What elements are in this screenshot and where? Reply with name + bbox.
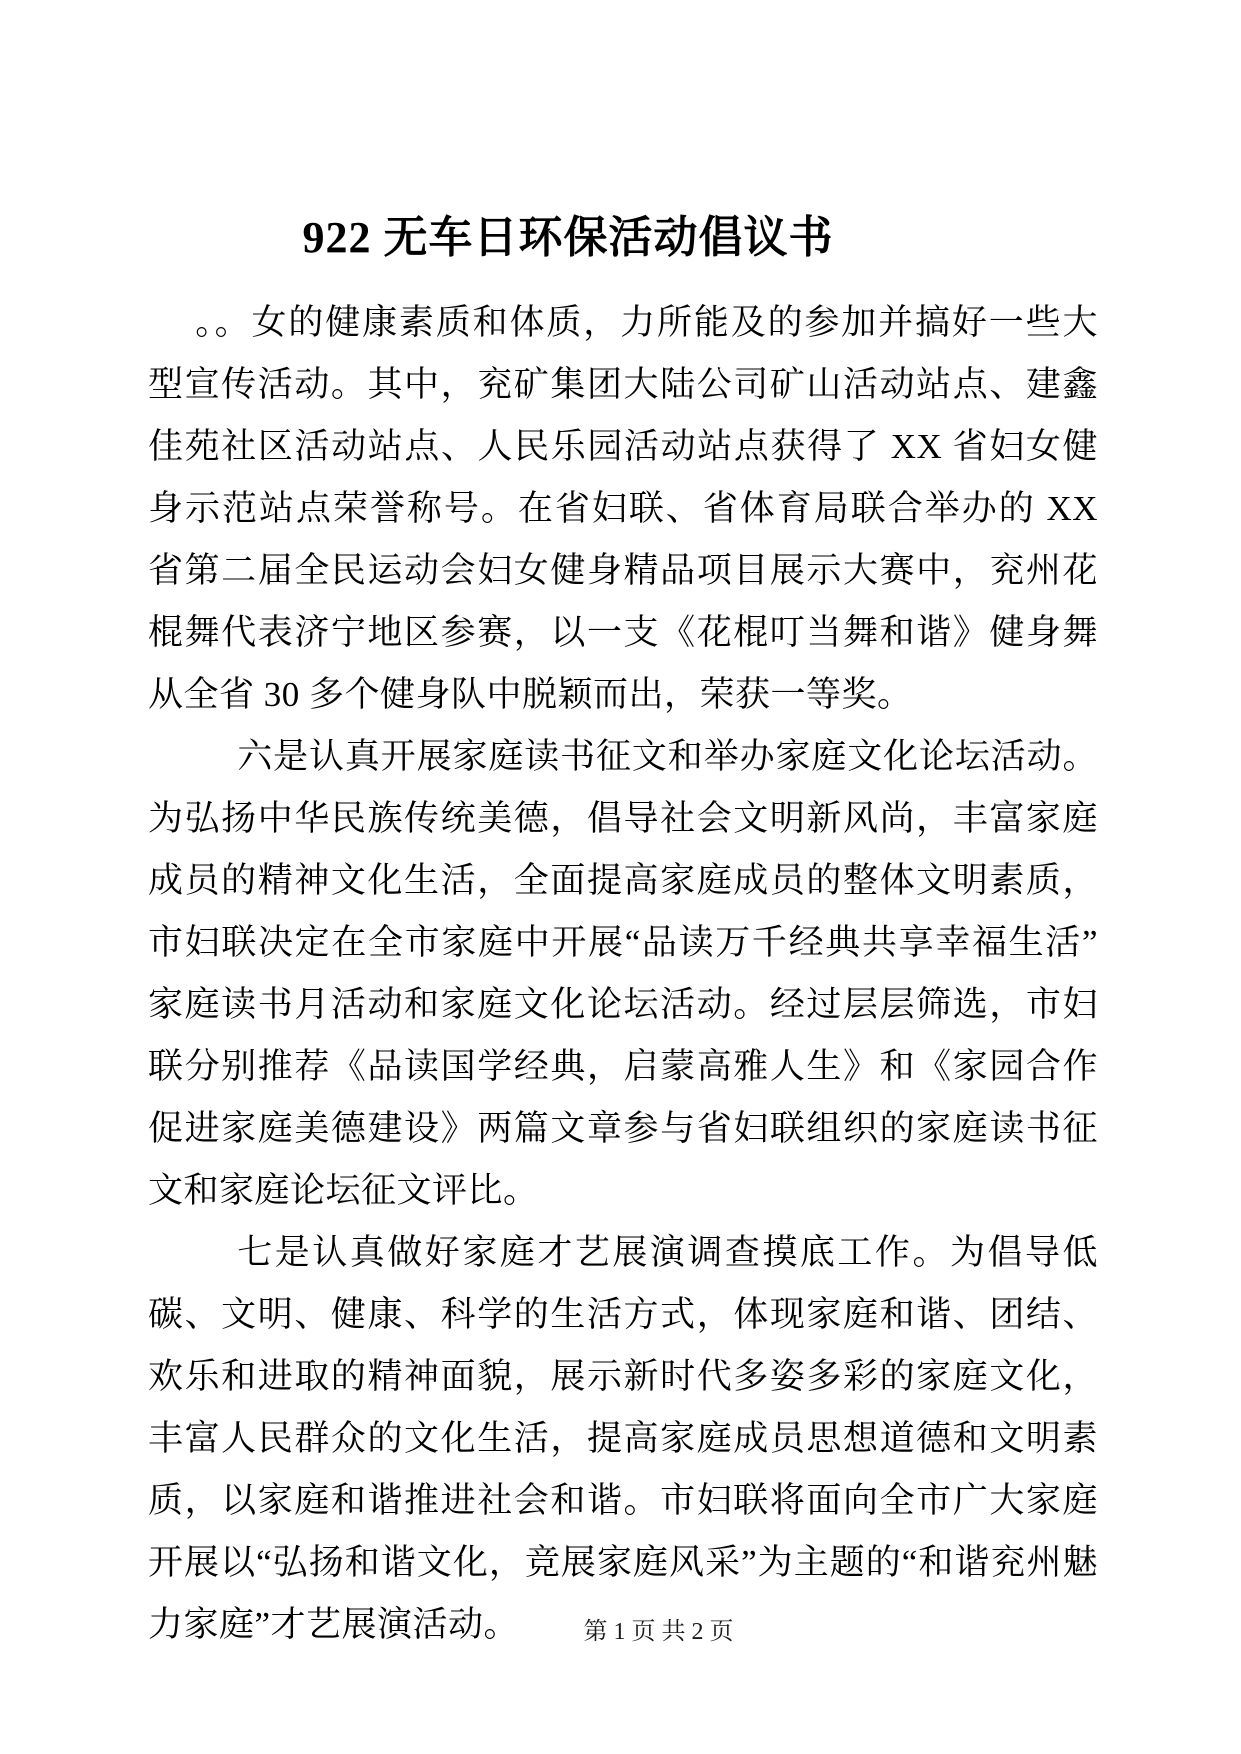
page-footer bbox=[0, 1616, 1241, 1648]
paragraph-2: 六是认真开展家庭读书征文和举办家庭文化论坛活动。为弘扬中华民族传统美德，倡导社会文明新风尚，丰富家庭成员的精神文化生活，全面提高家庭成员的整体文明素质，市妇联决定在全市家庭中开展“品读万千经典共享幸福生活”家庭读书月活动和家庭文化论坛活动。经过层层筛选，市妇联分别推荐《品读国学经典，启蒙高雅人生》和《家园合作促进家庭美德建设》两篇文章参与省妇联组织的家庭读书征文和家庭论坛征文评比。 bbox=[148, 737, 1098, 1210]
document-title: 922 无车日环保活动倡议书 bbox=[302, 213, 834, 262]
paragraph-3: 七是认真做好家庭才艺展演调查摸底工作。为倡导低碳、文明、健康、科学的生活方式，体现家庭和谐、团结、欢乐和进取的精神面貌，展示新时代多姿多彩的家庭文化，丰富人民群众的文化生活，提高家庭成员思想道德和文明素质，以家庭和谐推进社会和谐。市妇联将面向全市广大家庭开展以“弘扬和谐文化，竞展家庭风采”为主题的“和谐兖州魅力家庭”才艺展演活动。 bbox=[148, 1233, 1098, 1644]
document-content bbox=[148, 200, 1098, 1656]
paragraph-1: 。。女的健康素质和体质，力所能及的参加并搞好一些大型宣传活动。其中，兖矿集团大陆公司矿山活动站点、建鑫佳苑社区活动站点、人民乐园活动站点获得了 XX 省妇女健身示范站点荣誉称号。在省妇联、省体育局联合举办的 XX 省第二届全民运动会妇女健身精品项目展示大赛中，兖州花棍舞代表济宁地区参赛，以一支《花棍叮当舞和谐》健身舞从全省 30 多个健身队中脱颖而出，荣获一等奖。 bbox=[148, 303, 1098, 714]
page-number-label: 第 1 页 共 2 页 bbox=[583, 1619, 734, 1645]
